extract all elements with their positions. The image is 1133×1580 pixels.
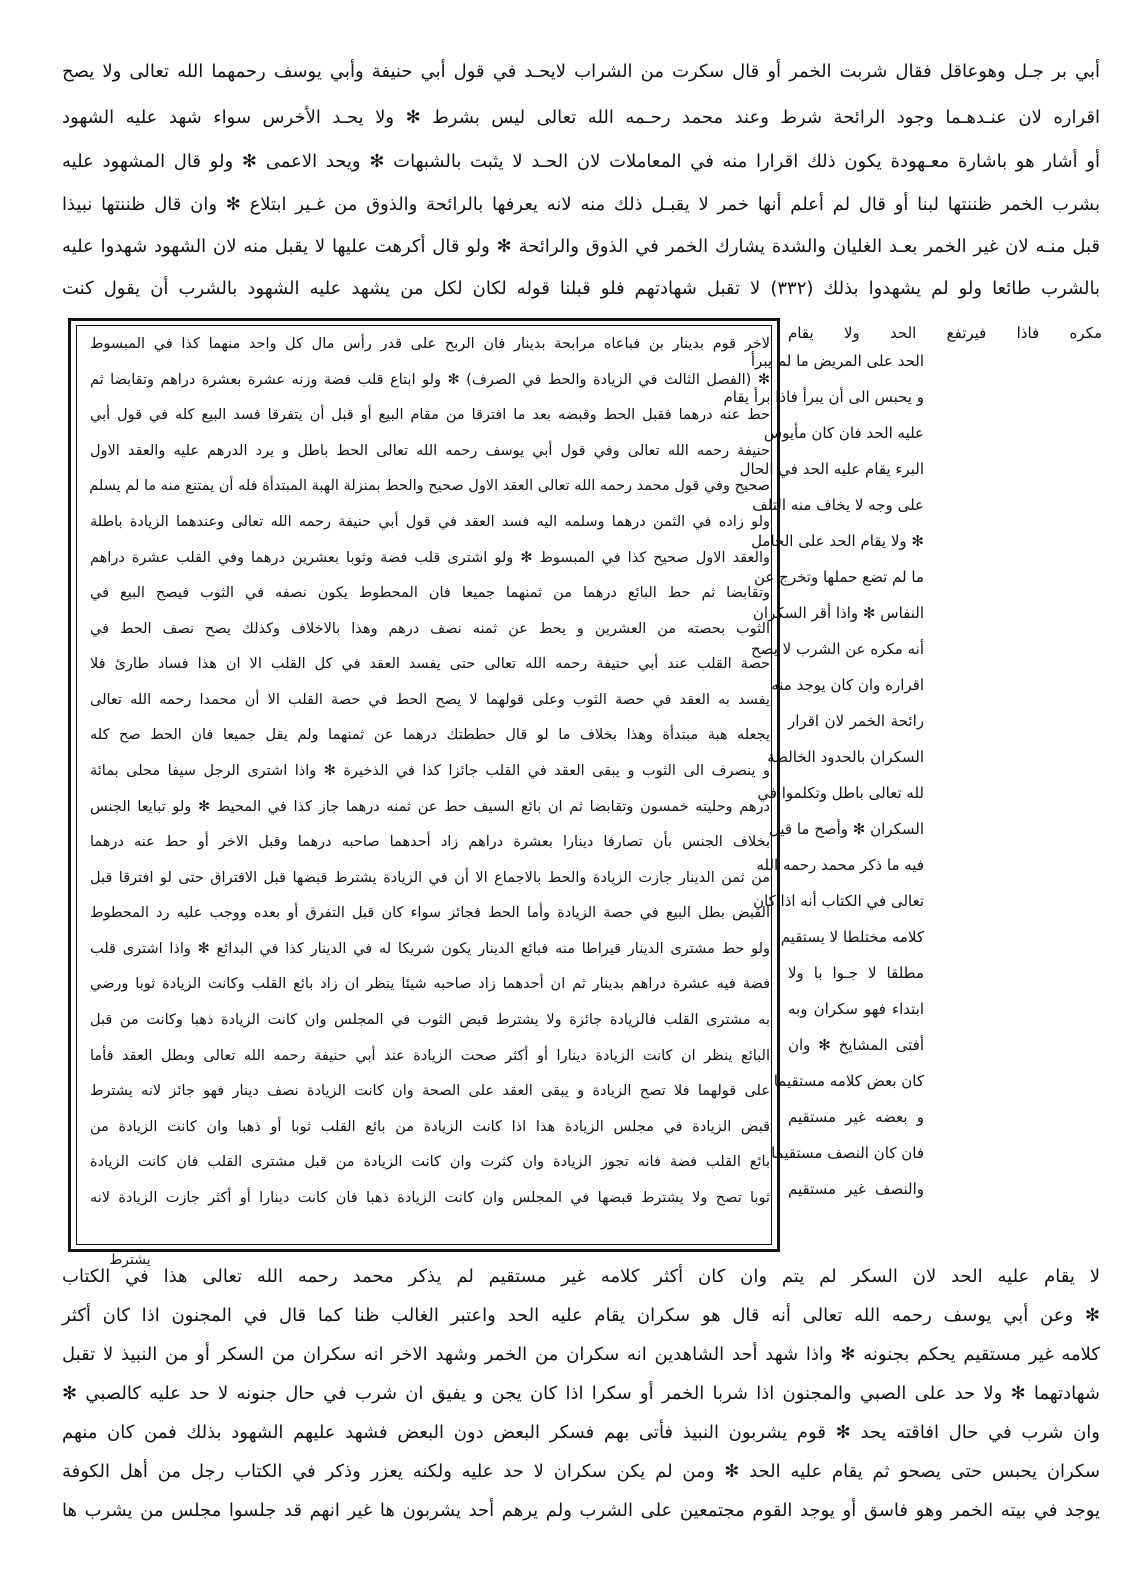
margin-text-line: أنه مكره عن الشرب لا يصح bbox=[751, 640, 924, 658]
margin-text-line: كلامه مختلطا لا يستقيم bbox=[780, 928, 924, 946]
commentary-line: القبض بطل البيع في حصة الزيادة وأما الحط فجائز سواء كان قبل التفرق أو بعده ووجب عليه رد المحطوط bbox=[90, 905, 770, 921]
commentary-line: ثوبا تصح ولا يشترط قبضها في المجلس وان كانت الزيادة ذهبا فان كانت دينارا أو أكثر جازت الزيادة لانه bbox=[90, 1190, 770, 1206]
bottom-text-line: شهادتهما ✻ ولا حد على الصبي والمجنون اذا شربا الخمر أو سكرا اذا كان يجن و يفيق ان شرب في حال جنونه لا حد عليه كالصبي ✻ bbox=[62, 1383, 1100, 1404]
bottom-text-line: ✻ وعن أبي يوسف رحمه الله تعالى أنه قال هو سكران يقام عليه الحد واعتبر الغالب ظنا كما قال في المجنون اذا كان أكثر bbox=[62, 1305, 1100, 1326]
commentary-line: الثوب بحصته من العشرين و يحط عن ثمنه نصف درهم وهذا بالاخلاف وكذلك يصح نصف الحط في bbox=[90, 621, 770, 637]
margin-text-line: السكران بالحدود الخالصة bbox=[767, 748, 924, 766]
commentary-line: و ينصرف الى الثوب و يبقى العقد في القلب جائزا كذا في الذخيرة ✻ واذا اشترى الرجل سيفا محلى بمائة bbox=[90, 763, 770, 779]
bottom-text-line: لا يقام عليه الحد لان السكر لم يتم وان كان أكثر كلامه غير مستقيم لم يذكر محمد رحمه الله تعالى هذا في الكتاب bbox=[62, 1266, 1100, 1287]
margin-text-line: رائحة الخمر لان اقرار bbox=[788, 712, 924, 730]
top-text-line: اقراره لان عنـدهـما وجود الرائحة شرط وعند محمد رحـمه الله تعالى ليس بشرط ✻ ولا يحـد الأخرس سواء شهد عليه الشهود bbox=[62, 107, 1100, 128]
commentary-line: به مشترى القلب فالزيادة جائزة ولا يشترط قبض الثوب في المجلس وان كانت الزيادة ذهبا وكانت من قبل bbox=[90, 1012, 770, 1028]
margin-text-line: ابتداء فهو سكران وبه bbox=[788, 1000, 924, 1018]
top-text-line: بشرب الخمر ظننتها لبنا أو قال لم أعلم أنها خمر لا يقبـل ذلك منه لانه يعرفها بالرائحة والذوق من غـير ابتلاع ✻ وان قال ظننتها نبيذا bbox=[62, 194, 1100, 215]
margin-text-line: ما لم تضع حملها وتخرج عن bbox=[754, 568, 924, 586]
commentary-line: حنيفة رحمه الله تعالى وفي قول أبي يوسف رحمه الله تعالى الحط باطل و يرد الدرهم عليه والعقد الاول bbox=[90, 443, 770, 459]
margin-text-line: فيه ما ذكر محمد رحمه الله bbox=[756, 856, 924, 874]
margin-text-line: عليه الحد فان كان مأيوس bbox=[763, 424, 924, 442]
bottom-text-line: كلامه غير مستقيم يحكم بجنونه ✻ واذا شهد أحد الشاهدين انه سكران من الخمر وشهد الاخر انه سكران من السكر أو من النبيذ لا تقبل bbox=[62, 1344, 1100, 1365]
margin-text-line: تعالى في الكتاب أنه اذا كان bbox=[753, 892, 924, 910]
top-text-line: بالشرب طائعا ولو لم يشهدوا بذلك (٣٣٢) لا تقبل شهادتهم فلو قبلنا قوله لكان لكل من يشهد عليه الشهود بالشرب أن يقول كنت bbox=[62, 278, 1101, 299]
margin-text-line: مكره فاذا فيرتفع الحد ولا يقام bbox=[788, 324, 1102, 342]
top-text-line: أبي بر جـل وهوعاقل فقال شربت الخمر أو قال سكرت من الشراب لايحـد في قول أبي حنيفة وأبي يوسف رحمهما الله تعالى ولا يصح bbox=[62, 61, 1100, 82]
margin-text-line: والنصف غير مستقيم bbox=[788, 1180, 924, 1198]
commentary-line: بائع القلب فضة فانه تجوز الزيادة وان كثرت وان كانت الزيادة من قبل مشترى القلب فان كانت الزيادة bbox=[90, 1154, 770, 1170]
margin-text-line: و يحبس الى أن يبرأ فاذا برأ يقام bbox=[723, 388, 924, 406]
top-text-line: أو أشار هو باشارة معـهودة يكون ذلك اقرارا منه في المعاملات لان الحـد لا يثبت بالشبهات ✻ ويحد الاعمى ✻ ولو قال المشهود عليه bbox=[62, 151, 1100, 172]
commentary-line: ولو حط مشترى الدينار قيراطا منه فبائع الدينار يكون شريكا له في الدينار كذا في البدائع ✻ واذا اشترى قلب bbox=[90, 941, 770, 957]
margin-text-line: أفتى المشايخ ✻ وان bbox=[788, 1036, 924, 1054]
commentary-line: ✻ (الفصل الثالث في الزيادة والحط في الصرف) ✻ ولو ابتاع قلب فضة وزنه عشرة بعشرة دراهم وتقابضا ثم bbox=[90, 372, 770, 388]
commentary-line: صحيح وفي قول محمد رحمه الله تعالى العقد الاول صحيح والحط بمنزلة الهبة المبتدأة فله أن يمتنع منه ما لم يسلم bbox=[89, 478, 770, 494]
commentary-line: البائع ينظر ان كانت الزيادة دينارا أو أكثر صحت الزيادة عند أبي حنيفة رحمه الله تعالى وبطل العقد فأما bbox=[90, 1048, 770, 1064]
commentary-line: حط عنه درهما فقبل الحط وقبضه بعد ما افترقا من مقام البيع أو قبل أن يتفرقا فسد البيع كله في قول أبي bbox=[90, 407, 770, 423]
margin-text-line: فان كان النصف مستقيما bbox=[771, 1144, 924, 1162]
margin-text-line: اقراره وان كان يوجد منه bbox=[771, 676, 924, 694]
bottom-text-line: سكران يحبس حتى يصحو ثم يقام عليه الحد ✻ ومن لم يكن سكران لا حد عليه ولكنه يعزر وذكر في الكتاب رجل من أهل الكوفة bbox=[62, 1461, 1100, 1482]
commentary-line: حصة القلب عند أبي حنيفة رحمه الله تعالى حتى يفسد العقد في كل القلب الا ان هذا فساد طارئ فلا bbox=[90, 656, 770, 672]
commentary-line: من ثمن الدينار جازت الزيادة والحط بالاجماع الا أن في الزيادة يشترط قبضها قبل الافتراق حتى لو افترقا قبل bbox=[90, 870, 770, 886]
commentary-line: يفسد به العقد في حصة الثوب وعلى قولهما لا يصح الحط في حصة القلب الا أن محمدا رحمه الله تعالى bbox=[90, 692, 770, 708]
margin-text-line: على وجه لا يخاف منه التلف bbox=[752, 496, 924, 514]
margin-text-line: كان بعض كلامه مستقيما bbox=[773, 1072, 924, 1090]
margin-text-line: و بعضه غير مستقيم bbox=[788, 1108, 924, 1126]
commentary-line: فضة فيه عشرة دراهم بدينار ثم ان أحدهما زاد صاحبه شيئا ينظر ان زاد بائع القلب وكانت الزيادة ثوبا ورضي bbox=[90, 976, 770, 992]
top-text-line: قبل منـه لان غير الخمر بعـد الغليان والشدة يشارك الخمر في الذوق والرائحة ✻ ولو قال أكرهت عليها لا يقبل منه لان الشهود شهدوا عليه bbox=[62, 236, 1100, 257]
margin-text-line: البرء يقام عليه الحد في الحال bbox=[739, 460, 924, 478]
commentary-line: ولو زاده في الثمن درهما وسلمه اليه فسد العقد في قول أبي حنيفة رحمه الله تعالى وعندهما الزيادة باطلة bbox=[90, 514, 770, 530]
margin-text-line: لله تعالى باطل وتكلموا في bbox=[757, 784, 924, 802]
bottom-text-line: يوجد في بيته الخمر وهو فاسق أو يوجد القوم مجتمعين على الشرب ولم يرهم أحد يشربون ها غير انهم قد جلسوا مجلس من يشرب ها bbox=[62, 1500, 1100, 1521]
commentary-line: درهم وحليته خمسون وتقابضا ثم ان بائع السيف حط عن ثمنه درهما جاز كذا في المحيط ✻ ولو تبايعا الجنس bbox=[90, 799, 770, 815]
commentary-line: وتقابضا ثم حط البائع درهما من ثمنهما جميعا فان المحطوط يكون نصفه في الثوب فيصح البيع في bbox=[90, 585, 770, 601]
margin-text-line: الحد على المريض ما لم يبرأ bbox=[750, 352, 924, 370]
margin-text-line: ✻ ولا يقام الحد على الحامل bbox=[751, 532, 924, 550]
commentary-line: لاخر قوم بدينار بن فباعاه مرابحة بدينار فان الربح على قدر رأس مال كل واحد منهما كذا في المبسوط bbox=[90, 336, 770, 352]
margin-text-line: مطلقا لا جـوا با ولا bbox=[788, 964, 924, 982]
margin-text-line: النفاس ✻ واذا أقر السكران bbox=[752, 604, 924, 622]
commentary-line: والعقد الاول صحيح كذا في المبسوط ✻ ولو اشترى قلب فضة وثوبا بعشرين درهما وفي القلب عشرة دراهم bbox=[90, 550, 770, 566]
commentary-line: بخلاف الجنس بأن تصارفا دينارا بعشرة دراهم زاد أحدهما صاحبه درهما وقبل الاخر أو حط عنه درهما bbox=[90, 834, 770, 850]
margin-text-line: السكران ✻ وأصح ما قيل bbox=[769, 820, 924, 838]
commentary-line: يجعله هبة مبتدأة وهذا بخلاف ما لو قال حططتك درهما عن ثمنهما ولم يقل جميعا فان الحط صح كله bbox=[90, 727, 770, 743]
commentary-line: على قولهما فلا تصح الزيادة و يبقى العقد على الصحة وان كانت الزيادة نصف دينار فهو جائز لانه يشترط bbox=[90, 1083, 770, 1099]
catchword: يشترط bbox=[109, 1252, 151, 1268]
commentary-line: قبض الزيادة في مجلس الزيادة هذا اذا كانت الزيادة من بائع القلب ثوبا أو ذهبا وان كانت الزيادة من bbox=[90, 1119, 770, 1135]
bottom-text-line: وان شرب في حال افاقته يحد ✻ قوم يشربون النبيذ فأتى بهم فسكر البعض دون البعض فشهد عليهم الشهود بذلك فمن كان منهم bbox=[62, 1422, 1100, 1443]
